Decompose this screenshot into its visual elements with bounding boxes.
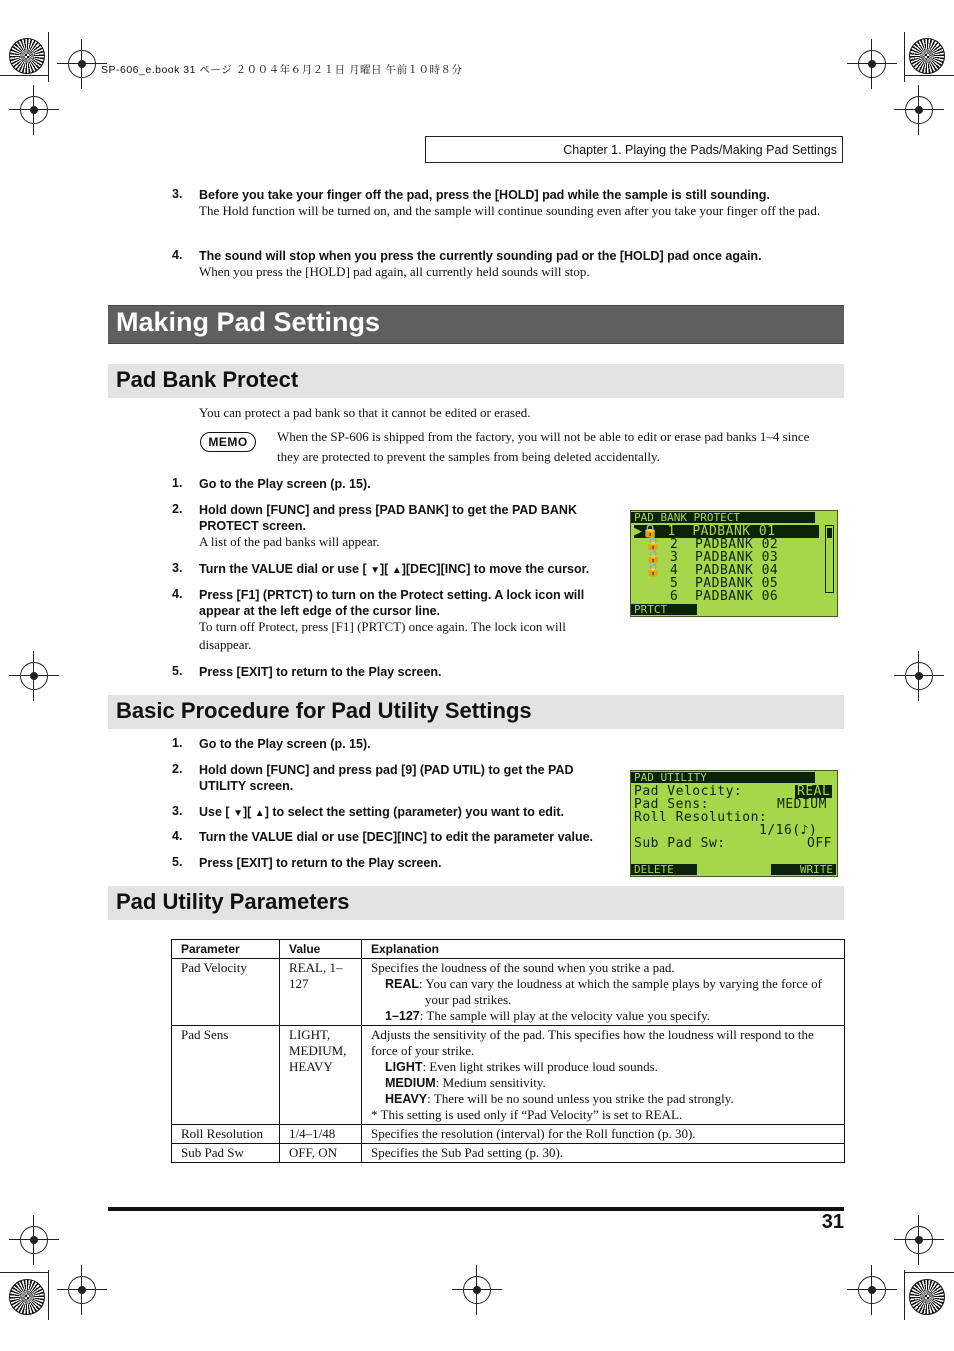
column-header: Parameter [172,940,280,959]
step-number: 1. [172,736,183,750]
lcd-footer-write: WRITE [771,864,836,875]
explanation-item [371,976,835,1008]
crosshair-icon [20,96,48,124]
intro-paragraph: You can protect a pad bank so that it cannot be edited or erased. [199,405,531,420]
step-heading: The sound will stop when you press the currently sounding pad or the [HOLD] pad once again. [199,249,762,263]
keyword: LIGHT [385,1060,423,1074]
step-number: 1. [172,476,183,490]
registration-star-icon [909,1279,945,1315]
footer-rule [108,1207,844,1211]
step-heading: Hold down [FUNC] and press [PAD BANK] to get the PAD BANK PROTECT screen. [199,503,577,533]
crop-line [904,1272,954,1273]
explanation-cell [362,959,845,1026]
lcd-value-selected: REAL [797,784,831,799]
explanation-line: Specifies the Sub Pad setting (p. 30). [371,1145,564,1160]
lcd-pad-utility [630,770,838,877]
column-header: Explanation [362,940,845,959]
crosshair-icon [68,50,96,78]
explanation-text: : There will be no sound unless you strike the pad strongly. [427,1091,734,1106]
crosshair-icon [905,96,933,124]
lcd-title: PAD BANK PROTECT [631,512,815,523]
up-arrow-icon: ▲ [254,808,265,819]
step-number: 3. [172,561,183,575]
lcd-row: 🔒 3 PADBANK 03 [645,550,779,565]
step-heading [199,561,589,579]
registration-star-icon [9,38,45,74]
crop-line [0,1272,48,1273]
step-heading: Before you take your finger off the pad, press the [HOLD] pad while the sample is still sounding. [199,188,770,202]
explanation-text: : You can vary the loudness at which the sample plays by varying the force of your pad strikes. [419,976,822,1007]
step-number: 2. [172,762,183,776]
keyword: 1–127 [385,1009,420,1023]
step-heading: Hold down [FUNC] and press pad [9] (PAD UTIL) to get the PAD UTILITY screen. [199,763,574,793]
explanation-cell [362,1125,845,1144]
value-cell: OFF, ON [280,1144,362,1163]
step-number: 4. [172,248,183,262]
lcd-scrollbar [825,525,834,593]
lcd-row: 6 PADBANK 06 [645,589,779,604]
lcd-footer-delete: DELETE [631,864,697,875]
step-heading: Press [EXIT] to return to the Play screen. [199,665,442,679]
explanation-item [371,1091,835,1107]
step-text: ] to select the setting (parameter) you want to edit. [264,805,565,819]
crop-line [904,75,954,76]
lcd-row: 🔒 4 PADBANK 04 [645,563,779,578]
memo-icon: MEMO [200,432,256,452]
step-text: ][ [242,805,252,819]
subsection-title-basic-procedure [108,695,844,729]
step-text: ][DEC][INC] to move the cursor. [401,562,590,576]
crosshair-icon [20,662,48,690]
step-heading: Go to the Play screen (p. 15). [199,737,371,751]
keyword: HEAVY [385,1092,428,1106]
crosshair-icon [858,1276,886,1304]
down-arrow-icon: ▼ [233,808,243,819]
step-heading: Press [EXIT] to return to the Play screen. [199,856,442,870]
table-row [172,959,845,1026]
crosshair-icon [858,50,886,78]
step-text: ][ [380,562,389,576]
step-text: Use [ [199,805,230,819]
lcd-footer-prtct: PRTCT [631,604,697,615]
section-title-text: Making Pad Settings [116,307,381,337]
explanation-cell [362,1144,845,1163]
memo-text: When the SP-606 is shipped from the factory, you will not be able to edit or erase pad banks 1–4 since they are protected to prevent the samples from being deleted accidentally. [277,429,810,464]
lcd-title: PAD UTILITY [631,772,815,783]
explanation-text: : The sample will play at the velocity value you specify. [419,1008,711,1023]
registration-star-icon [909,38,945,74]
crop-line [48,32,49,82]
explanation-text: : Even light strikes will produce loud sounds. [422,1059,658,1074]
step-number: 5. [172,855,183,869]
step-body: When you press the [HOLD] pad again, all currently held sounds will stop. [199,264,590,279]
up-arrow-icon: ▲ [391,565,402,576]
step-heading [199,804,564,822]
step-number: 4. [172,587,183,601]
crosshair-icon [905,662,933,690]
crosshair-icon [463,1276,491,1304]
explanation-note: * This setting is used only if “Pad Velocity” is set to REAL. [371,1107,683,1122]
value-cell: LIGHT, MEDIUM, HEAVY [280,1026,362,1125]
step-body: The Hold function will be turned on, and the sample will continue sounding even after you take your finger off the pad. [199,203,821,218]
step-heading: Turn the VALUE dial or use [DEC][INC] to edit the parameter value. [199,830,594,844]
registration-star-icon [9,1279,45,1315]
explanation-item [371,1008,835,1024]
step-body: To turn off Protect, press [F1] (PRTCT) once again. The lock icon will disappear. [199,619,566,652]
step-text: Turn the VALUE dial or use [ [199,562,367,576]
lcd-row: 5 PADBANK 05 [645,576,779,591]
keyword: REAL [385,977,420,991]
step-number: 4. [172,829,183,843]
explanation-line: Specifies the loudness of the sound when you strike a pad. [371,960,675,975]
table-row [172,1125,845,1144]
explanation-item [371,1059,835,1075]
subsection-title-text: Pad Bank Protect [116,367,299,392]
step-heading: Go to the Play screen (p. 15). [199,477,371,491]
step-heading: Press [F1] (PRTCT) to turn on the Protect setting. A lock icon will appear at the left edge of the cursor line. [199,588,585,618]
explanation-line: Specifies the resolution (interval) for the Roll function (p. 30). [371,1126,696,1141]
explanation-cell [362,1026,845,1125]
param-cell: Pad Velocity [172,959,280,1026]
lcd-row-cursor: ▶🔒 1 PADBANK 01 [634,525,819,538]
print-header: SP-606_e.book 31 ページ ２００４年６月２１日 月曜日 午前１０時８分 [101,64,463,76]
step-number: 3. [172,187,183,201]
value-cell: 1/4–1/48 [280,1125,362,1144]
table-row [172,1144,845,1163]
lcd-value: MEDIUM [777,797,827,812]
crop-line [48,1270,49,1320]
subsection-title-pad-bank-protect [108,364,844,398]
lcd-label: Pad Sens: [634,797,709,812]
crop-line [0,75,48,76]
explanation-line: Adjusts the sensitivity of the pad. This specifies how the loudness will respond to the force of your strike. [371,1027,814,1058]
section-title [108,305,844,344]
subsection-title-pad-utility-parameters [108,886,844,920]
lcd-value: 1/16(♪) [759,823,818,838]
step-body: A list of the pad banks will appear. [199,534,380,549]
lcd-row: 🔒 2 PADBANK 02 [645,537,779,552]
column-header: Value [280,940,362,959]
table-header-row [172,940,845,959]
crosshair-icon [20,1226,48,1254]
parameters-table [171,939,845,1163]
crop-line [904,1270,905,1320]
step-number: 5. [172,664,183,678]
crosshair-icon [905,1226,933,1254]
lcd-label: Pad Velocity: [634,784,743,799]
lcd-label: Roll Resolution: [634,810,768,825]
explanation-item [371,1075,835,1091]
chapter-header: Chapter 1. Playing the Pads/Making Pad Settings [425,136,843,163]
explanation-text: : Medium sensitivity. [435,1075,546,1090]
down-arrow-icon: ▼ [370,565,380,576]
lcd-scrollbar-thumb [827,528,832,538]
crosshair-icon [68,1276,96,1304]
lcd-value: OFF [807,836,832,851]
param-cell: Pad Sens [172,1026,280,1125]
param-cell: Sub Pad Sw [172,1144,280,1163]
param-cell: Roll Resolution [172,1125,280,1144]
keyword: MEDIUM [385,1076,436,1090]
page-number: 31 [821,1211,844,1233]
lcd-pad-bank-protect [630,510,838,617]
step-number: 3. [172,804,183,818]
step-number: 2. [172,502,183,516]
subsection-title-text: Pad Utility Parameters [116,889,350,914]
lcd-label: Sub Pad Sw: [634,836,726,851]
subsection-title-text: Basic Procedure for Pad Utility Settings [116,698,532,723]
value-cell: REAL, 1–127 [280,959,362,1026]
table-row [172,1026,845,1125]
